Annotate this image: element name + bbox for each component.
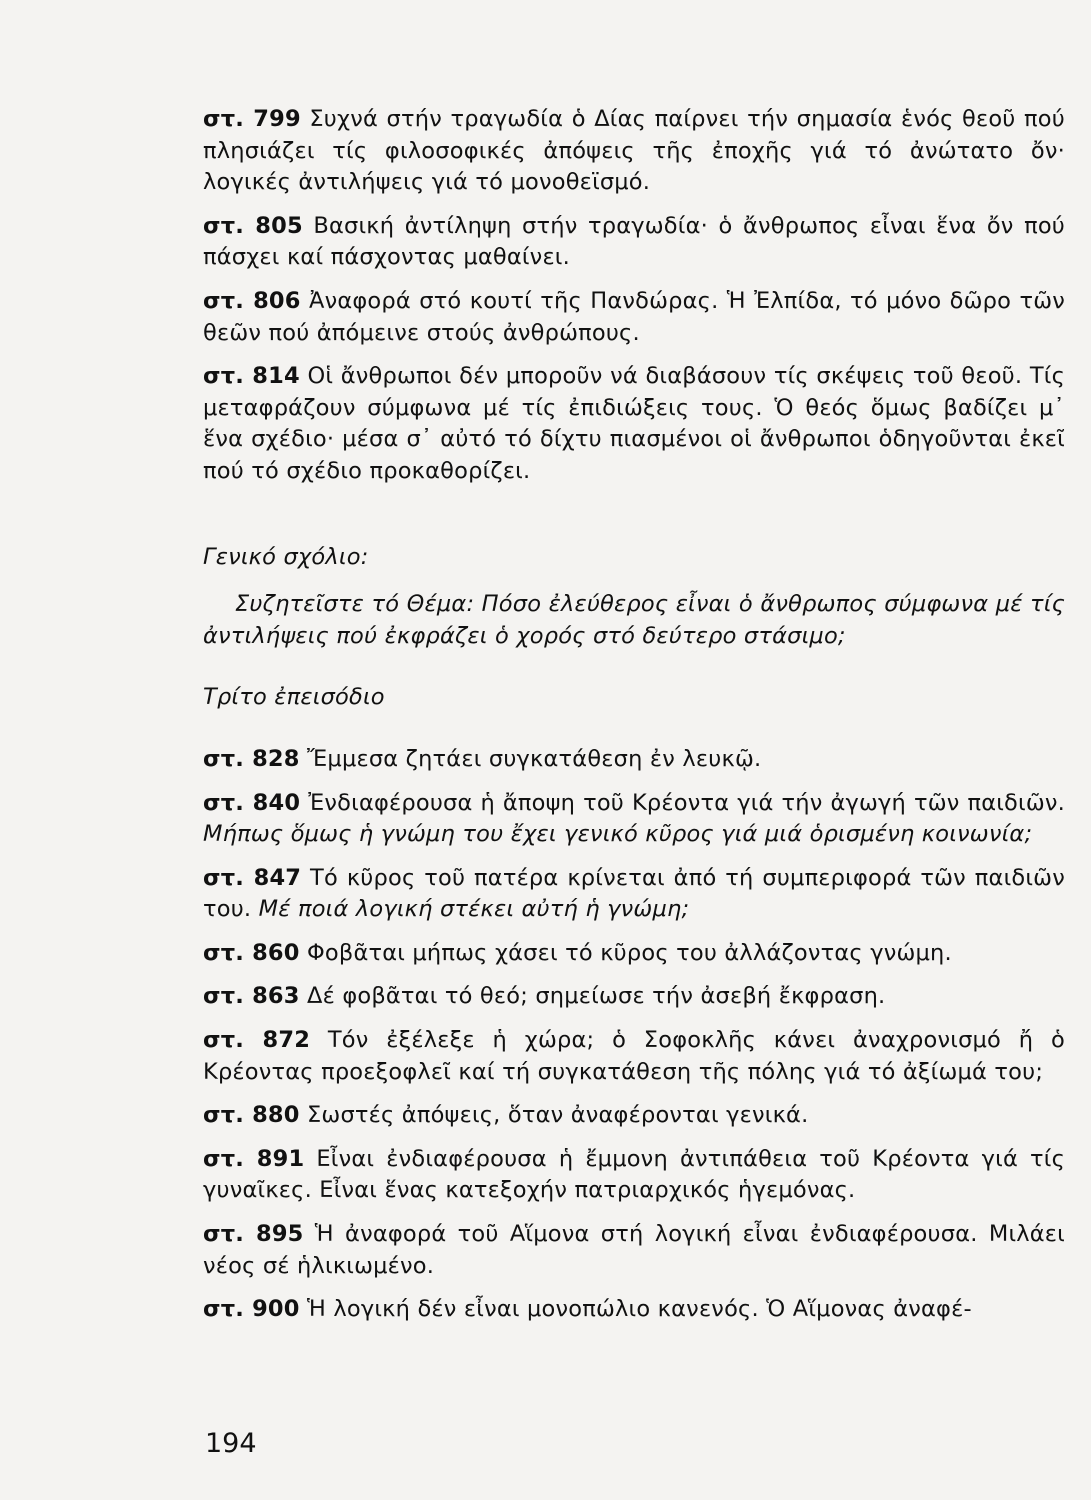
verse-ref: στ. 847: [203, 864, 302, 891]
commentary-entry: [203, 744, 1065, 776]
discussion-prompt: Συζητεῖστε τό Θέμα: Πόσο ἐλεύθερος εἶναι ὁ ἄνθρωπος σύμφωνα μέ τίς ἀντιλήψεις πού ἐκφράζει ὁ χορός στό δεύτερο στάσιμο;: [203, 591, 1065, 649]
entry-text: Εἶναι ἐνδιαφέρουσα ἡ ἔμμονη ἀντιπάθεια τοῦ Κρέοντα γιά τίς γυναῖκες. Εἶναι ἕνας κατεξοχήν πατριαρχικός ἡγεμόνας.: [203, 1145, 1065, 1204]
commentary-entry: [203, 1144, 1065, 1207]
verse-ref: στ. 814: [203, 363, 300, 390]
commentary-entry: [203, 981, 1065, 1013]
verse-ref: στ. 840: [203, 789, 301, 816]
entry-text: Ἡ λογική δέν εἶναι μονοπώλιο κανενός. Ὁ Αἵμονας ἀναφέ-: [299, 1296, 972, 1323]
verse-ref: στ. 805: [203, 212, 303, 239]
entry-text: Ἀναφορά στό κουτί τῆς Πανδώρας. Ἡ Ἐλπίδα, τό μόνο δῶρο τῶν θεῶν πού ἀπόμεινε στούς ἀνθρώπους.: [203, 287, 1065, 346]
verse-ref: στ. 895: [203, 1221, 304, 1248]
commentary-entry: [203, 788, 1065, 851]
verse-ref: στ. 799: [203, 106, 301, 132]
commentary-entry: [203, 938, 1065, 970]
verse-ref: στ. 880: [203, 1102, 300, 1129]
commentary-entry: [203, 1100, 1065, 1132]
verse-ref: στ. 863: [203, 983, 300, 1010]
verse-ref: στ. 828: [203, 745, 300, 772]
entry-text: Ἡ ἀναφορά τοῦ Αἵμονα στή λογική εἶναι ἐνδιαφέρουσα. Μιλάει νέος σέ ἡλικιωμένο.: [203, 1221, 1065, 1279]
entry-question: Μέ ποιά λογική στέκει αὐτή ἡ γνώμη;: [258, 896, 690, 923]
commentary-list-1: [203, 104, 1065, 488]
general-comment-heading: Γενικό σχόλιο:: [203, 543, 369, 570]
commentary-entry: [203, 104, 1065, 199]
entry-text: Βασική ἀντίληψη στήν τραγωδία· ὁ ἄνθρωπος εἶναι ἕνα ὄν πού πάσχει καί πάσχοντας μαθαίνει.: [203, 212, 1065, 271]
commentary-entry: [203, 286, 1065, 349]
entry-text: Τόν ἐξέλεξε ἡ χώρα; ὁ Σοφοκλῆς κάνει ἀναχρονισμό ἤ ὁ Κρέοντας προεξοφλεῖ καί τή συγκατάθεση τῆς πόλης γιά τό ἀξίωμά του;: [203, 1027, 1065, 1085]
commentary-entry: [203, 361, 1065, 487]
verse-ref: στ. 860: [203, 939, 300, 966]
page-body: [203, 104, 1065, 1338]
commentary-entry: [203, 1219, 1065, 1282]
entry-text: Σωστές ἀπόψεις, ὅταν ἀναφέρονται γενικά.: [299, 1102, 809, 1129]
commentary-list-2: [203, 744, 1065, 1326]
entry-text: Τό κῦρος τοῦ πατέρα κρίνεται ἀπό τή συμπεριφορά τῶν παιδιῶν του.: [203, 864, 1065, 923]
verse-ref: στ. 900: [203, 1296, 300, 1323]
entry-text: Οἱ ἄνθρωποι δέν μποροῦν νά διαβάσουν τίς σκέψεις τοῦ θεοῦ. Τίς μεταφράζουν σύμφωνα μέ τίς ἐπιδιώξεις τους. Ὁ θεός ὅμως βαδίζει μ᾽ ἕνα σχέδιο· μέσα σ᾽ αὐτό τό δίχτυ πιασμένοι οἱ ἄνθρωποι ὁδηγοῦνται ἐκεῖ πού τό σχέδιο προκαθορίζει.: [203, 363, 1065, 484]
page-number: 194: [205, 1428, 257, 1459]
entry-text: Ἔμμεσα ζητάει συγκατάθεση ἐν λευκῷ.: [299, 745, 762, 772]
entry-text: Ἐνδιαφέρουσα ἡ ἄποψη τοῦ Κρέοντα γιά τήν ἀγωγή τῶν παιδιῶν.: [300, 789, 1065, 816]
entry-question: Μήπως ὅμως ἡ γνώμη του ἔχει γενικό κῦρος γιά μιά ὁρισμένη κοινωνία;: [203, 821, 1033, 848]
commentary-entry: [203, 211, 1065, 274]
section-heading: Τρίτο ἐπεισόδιο: [203, 684, 385, 711]
entry-text: Φοβᾶται μήπως χάσει τό κῦρος του ἀλλάζοντας γνώμη.: [299, 939, 952, 966]
verse-ref: στ. 872: [203, 1027, 311, 1054]
verse-ref: στ. 806: [203, 287, 301, 314]
entry-text: Δέ φοβᾶται τό θεό; σημείωσε τήν ἀσεβή ἔκφραση.: [299, 983, 886, 1010]
entry-text: Συχνά στήν τραγωδία ὁ Δίας παίρνει τήν σημασία ἑνός θεοῦ πού πλησιάζει τίς φιλοσοφικές ἀπόψεις τῆς ἐποχῆς γιά τό ἀνώτατο ὄν· λογικές ἀντιλήψεις γιά τό μονοθεϊσμό.: [203, 106, 1065, 196]
commentary-entry: [203, 1025, 1065, 1088]
commentary-entry: [203, 863, 1065, 926]
commentary-entry: [203, 1294, 1065, 1326]
verse-ref: στ. 891: [203, 1145, 305, 1172]
